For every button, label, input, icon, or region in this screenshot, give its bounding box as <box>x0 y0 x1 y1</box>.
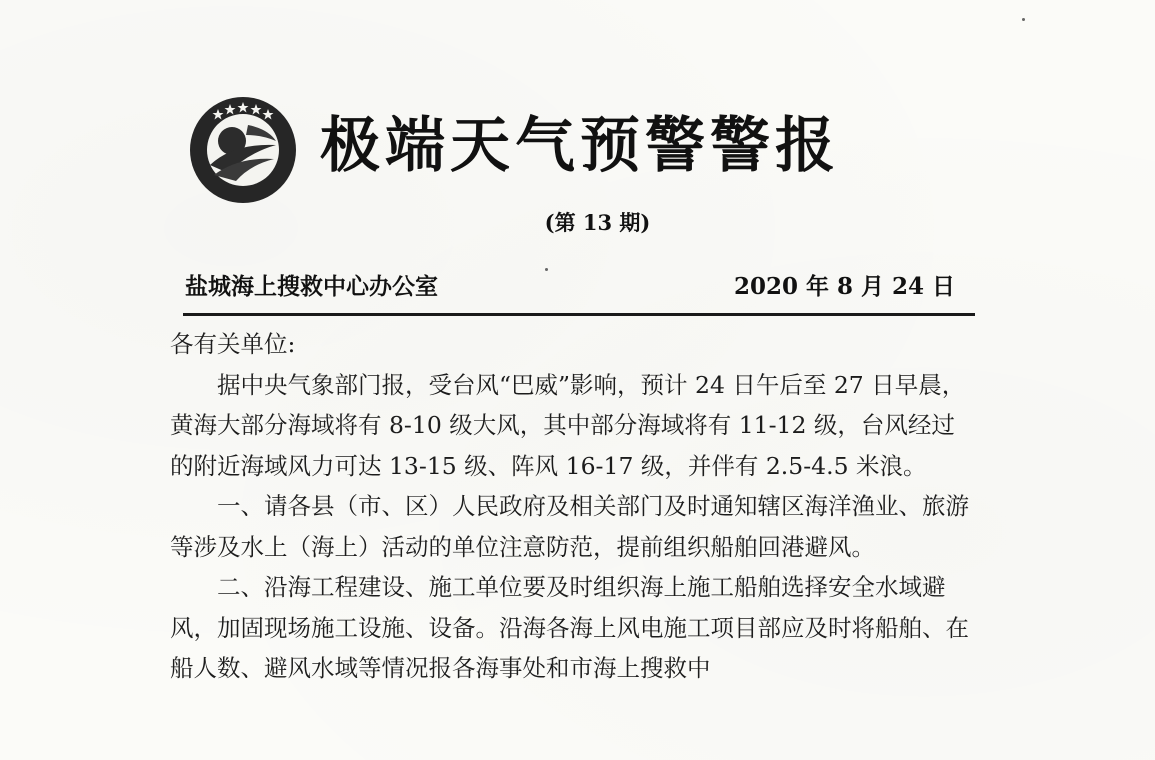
header-divider <box>183 313 975 316</box>
paragraph-item-2: 二、沿海工程建设、施工单位要及时组织海上施工船舶选择安全水域避风，加固现场施工设施、设备。沿海各海上风电施工项目部应及时将船舶、在船人数、避风水域等情况报各海事处和市海上搜救中 <box>170 573 969 682</box>
scan-speck <box>545 268 548 271</box>
paragraph-forecast: 据中央气象部门报，受台风“巴威”影响，预计 24 日午后至 27 日早晨，黄海大部分海域将有 8-10 级大风，其中部分海域将有 11-12 级，台风经过的附近海域风力可达 13-15 级、阵风 16-17 级，并伴有 2.5-4.5 米浪。 <box>170 370 966 480</box>
maritime-emblem-icon <box>188 95 298 205</box>
scan-speck <box>1022 18 1025 21</box>
paragraph-item-1: 一、请各县（市、区）人民政府及相关部门及时通知辖区海洋渔业、旅游等涉及水上（海上）活动的单位注意防范，提前组织船舶回港避风。 <box>170 492 969 561</box>
issue-date: 2020 年 8 月 24 日 <box>733 273 955 300</box>
issue-number <box>0 208 1155 238</box>
issuing-office: 盐城海上搜救中心办公室 <box>185 273 438 300</box>
document-title: 极端天气预警警报 <box>320 111 840 181</box>
salutation: 各有关单位: <box>170 330 296 358</box>
document-body <box>170 324 970 689</box>
issue-number-text: (第 13 期) <box>544 210 651 235</box>
